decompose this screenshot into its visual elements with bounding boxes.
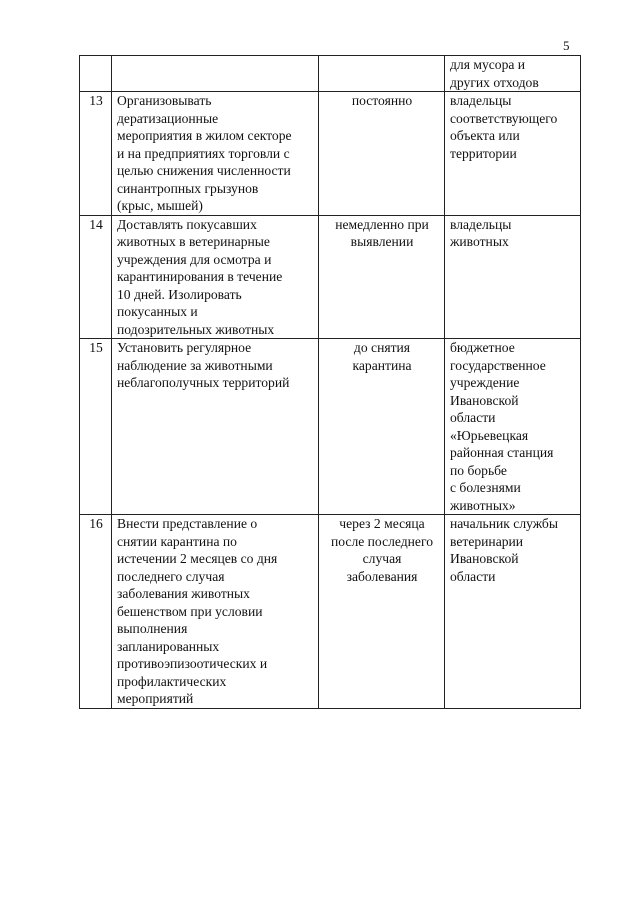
- responsible-line: владельцы: [450, 93, 512, 108]
- responsible-cell: [445, 339, 581, 515]
- deadline-cell: [319, 215, 445, 339]
- responsible-line: соответствующего: [450, 110, 558, 126]
- deadline-line: случая: [362, 551, 402, 566]
- responsible-line: владельцы: [450, 216, 512, 232]
- task-line: мероприятий: [117, 691, 194, 706]
- responsible-line: Ивановской: [450, 551, 519, 566]
- deadline-line: заболевания: [346, 568, 418, 584]
- task-line: профилактических: [117, 673, 227, 689]
- deadline-line: после последнего: [331, 533, 433, 549]
- task-line: истечении 2 месяцев со дня: [117, 551, 278, 566]
- responsible-line: начальник службы: [450, 516, 558, 531]
- task-line: покусанных и: [117, 304, 198, 319]
- responsible-line: районная станция: [450, 445, 554, 460]
- task-line: наблюдение за животными: [117, 357, 273, 373]
- task-line: заболевания животных: [117, 586, 250, 601]
- deadline-line: до снятия: [353, 340, 411, 355]
- row-number: 16: [80, 515, 112, 709]
- responsible-line: с болезнями: [450, 480, 521, 495]
- task-cell: [112, 92, 319, 216]
- row-number: 15: [80, 339, 112, 515]
- deadline-line: через 2 месяца: [339, 516, 425, 531]
- responsible-cell: [445, 56, 581, 92]
- row-number: 14: [80, 215, 112, 339]
- task-cell: [112, 515, 319, 709]
- task-line: Доставлять покусавших: [117, 216, 257, 232]
- table-row: [80, 215, 581, 339]
- table-row: [80, 339, 581, 515]
- task-line: запланированных: [117, 638, 220, 654]
- responsible-line: ветеринарии: [450, 533, 524, 549]
- responsible-line: для мусора и: [450, 57, 526, 72]
- task-line: синантропных грызунов: [117, 180, 259, 196]
- responsible-line: других отходов: [450, 74, 539, 90]
- task-line: Внести представление о: [117, 516, 258, 531]
- responsible-cell: [445, 515, 581, 709]
- responsible-line: животных: [450, 234, 509, 249]
- responsible-cell: [445, 92, 581, 216]
- task-cell: [112, 339, 319, 515]
- deadline-cell: [319, 339, 445, 515]
- task-line: подозрительных животных: [117, 321, 275, 337]
- task-line: дератизационные: [117, 110, 219, 126]
- task-line: последнего случая: [117, 568, 225, 584]
- task-cell: [112, 56, 319, 92]
- task-line: (крыс, мышей): [117, 198, 203, 213]
- task-line: и на предприятиях торговли с: [117, 145, 290, 161]
- responsible-line: области: [450, 410, 496, 425]
- task-cell: [112, 215, 319, 339]
- responsible-line: «Юрьевецкая: [450, 427, 529, 443]
- deadline-line: карантина: [352, 357, 412, 373]
- deadline-line: постоянно: [351, 93, 413, 108]
- responsible-line: государственное: [450, 357, 546, 373]
- task-line: выполнения: [117, 621, 188, 636]
- table-row: [80, 56, 581, 92]
- responsible-line: территории: [450, 145, 517, 161]
- responsible-line: животных»: [450, 497, 516, 513]
- task-line: учреждения для осмотра и: [117, 251, 272, 267]
- deadline-line: выявлении: [350, 234, 414, 249]
- measures-table: [79, 55, 581, 709]
- table-row: [80, 515, 581, 709]
- task-line: Организовывать: [117, 93, 212, 108]
- task-line: 10 дней. Изолировать: [117, 286, 242, 302]
- row-number: [80, 56, 112, 92]
- task-line: карантинирования в течение: [117, 269, 283, 284]
- table-row: [80, 92, 581, 216]
- responsible-line: бюджетное: [450, 340, 515, 355]
- deadline-cell: [319, 92, 445, 216]
- deadline-line: немедленно при: [335, 216, 429, 232]
- deadline-cell: [319, 56, 445, 92]
- task-line: снятии карантина по: [117, 533, 237, 549]
- task-line: неблагополучных территорий: [117, 375, 290, 390]
- responsible-line: Ивановской: [450, 392, 519, 408]
- responsible-line: области: [450, 568, 496, 584]
- responsible-cell: [445, 215, 581, 339]
- row-number: 13: [80, 92, 112, 216]
- task-line: целью снижения численности: [117, 163, 291, 178]
- task-line: мероприятия в жилом секторе: [117, 128, 292, 143]
- task-line: Установить регулярное: [117, 340, 252, 355]
- responsible-line: учреждение: [450, 375, 520, 390]
- deadline-cell: [319, 515, 445, 709]
- task-line: животных в ветеринарные: [117, 234, 270, 249]
- task-line: бешенством при условии: [117, 603, 263, 619]
- responsible-line: по борьбе: [450, 462, 507, 478]
- page-number: 5: [563, 38, 570, 53]
- responsible-line: объекта или: [450, 128, 520, 143]
- task-line: противоэпизоотических и: [117, 656, 268, 671]
